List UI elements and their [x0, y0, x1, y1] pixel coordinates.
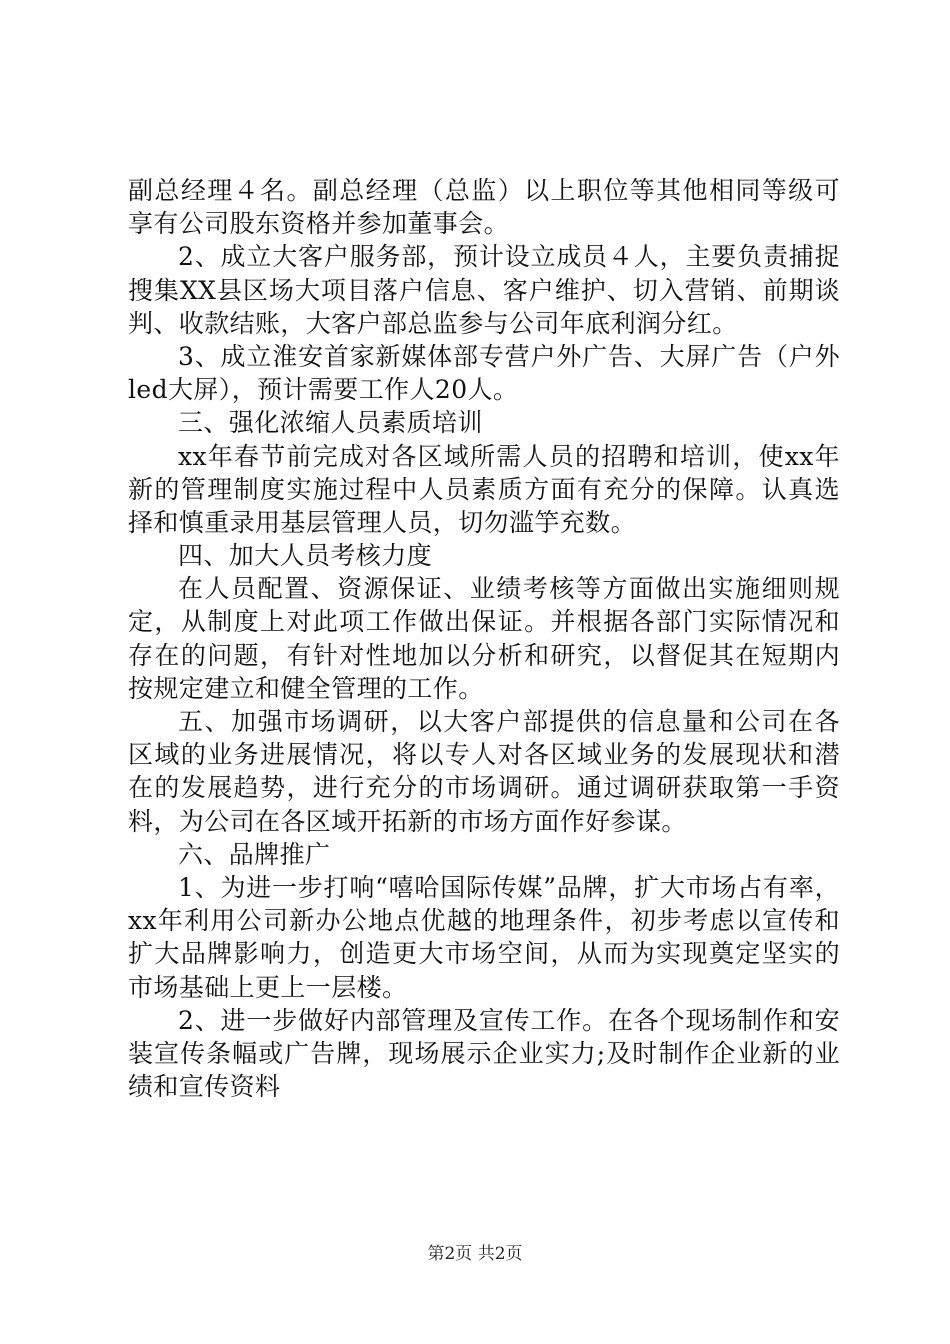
text-line: 2、进一步做好内部管理及宣传工作。在各个现场制作和安 [178, 1005, 840, 1035]
text-line: 3、成立淮安首家新媒体部专营户外广告、大屏广告（户外 [178, 341, 840, 371]
text-line: 定，从制度上对此项工作做出保证。并根据各部门实际情况和 [128, 607, 840, 637]
text-line: 择和慎重录用基层管理人员，切勿滥竽充数。 [128, 507, 637, 537]
page-footer: 第2页 共2页 [427, 1244, 523, 1264]
text-line: 装宣传条幅或广告牌，现场展示企业实力;及时制作企业新的业 [128, 1038, 840, 1068]
text-line: 新的管理制度实施过程中人员素质方面有充分的保障。认真选 [128, 474, 840, 504]
text-line: 存在的问题，有针对性地加以分析和研究，以督促其在短期内 [128, 640, 840, 670]
text-line: 2、成立大客户服务部，预计设立成员４人，主要负责捕捉 [178, 242, 840, 272]
text-line: 市场基础上更上一层楼。 [128, 972, 408, 1002]
text-line: 判、收款结账，大客户部总监参与公司年底利润分红。 [128, 308, 738, 338]
text-line: 1、为进一步打响“嘻哈国际传媒”品牌，扩大市场占有率， [178, 872, 840, 902]
text-line: led大屏），预计需要工作人20人。 [128, 375, 519, 405]
text-line: 按规定建立和健全管理的工作。 [128, 673, 484, 703]
text-line: 区域的业务进展情况，将以专人对各区域业务的发展现状和潜 [128, 740, 840, 770]
text-line: 四、加大人员考核力度 [178, 541, 433, 571]
text-line: 副总经理４名。副总经理（总监）以上职位等其他相同等级可 [128, 176, 840, 205]
text-line: 扩大品牌影响力，创造更大市场空间，从而为实现奠定坚实的 [128, 939, 840, 969]
text-line: xx年春节前完成对各区域所需人员的招聘和培训，使xx年 [178, 441, 840, 471]
text-line: 搜集XX县区场大项目落户信息、客户维护、切入营销、前期谈 [128, 275, 840, 305]
text-line: 三、强化浓缩人员素质培训 [178, 408, 483, 438]
text-line: 料，为公司在各区域开拓新的市场方面作好参谋。 [128, 806, 687, 836]
text-line: 享有公司股东资格并参加董事会。 [128, 209, 510, 239]
text-line: 绩和宣传资料 [128, 1072, 281, 1102]
text-line: xx年利用公司新办公地点优越的地理条件，初步考虑以宣传和 [128, 906, 840, 936]
document-body [128, 174, 840, 1103]
text-line: 在人员配置、资源保证、业绩考核等方面做出实施细则规 [178, 574, 840, 604]
text-line: 在的发展趋势，进行充分的市场调研。通过调研获取第一手资 [128, 773, 840, 803]
text-line: 六、品牌推广 [178, 839, 331, 869]
text-line: 五、加强市场调研，以大客户部提供的信息量和公司在各 [178, 707, 840, 736]
